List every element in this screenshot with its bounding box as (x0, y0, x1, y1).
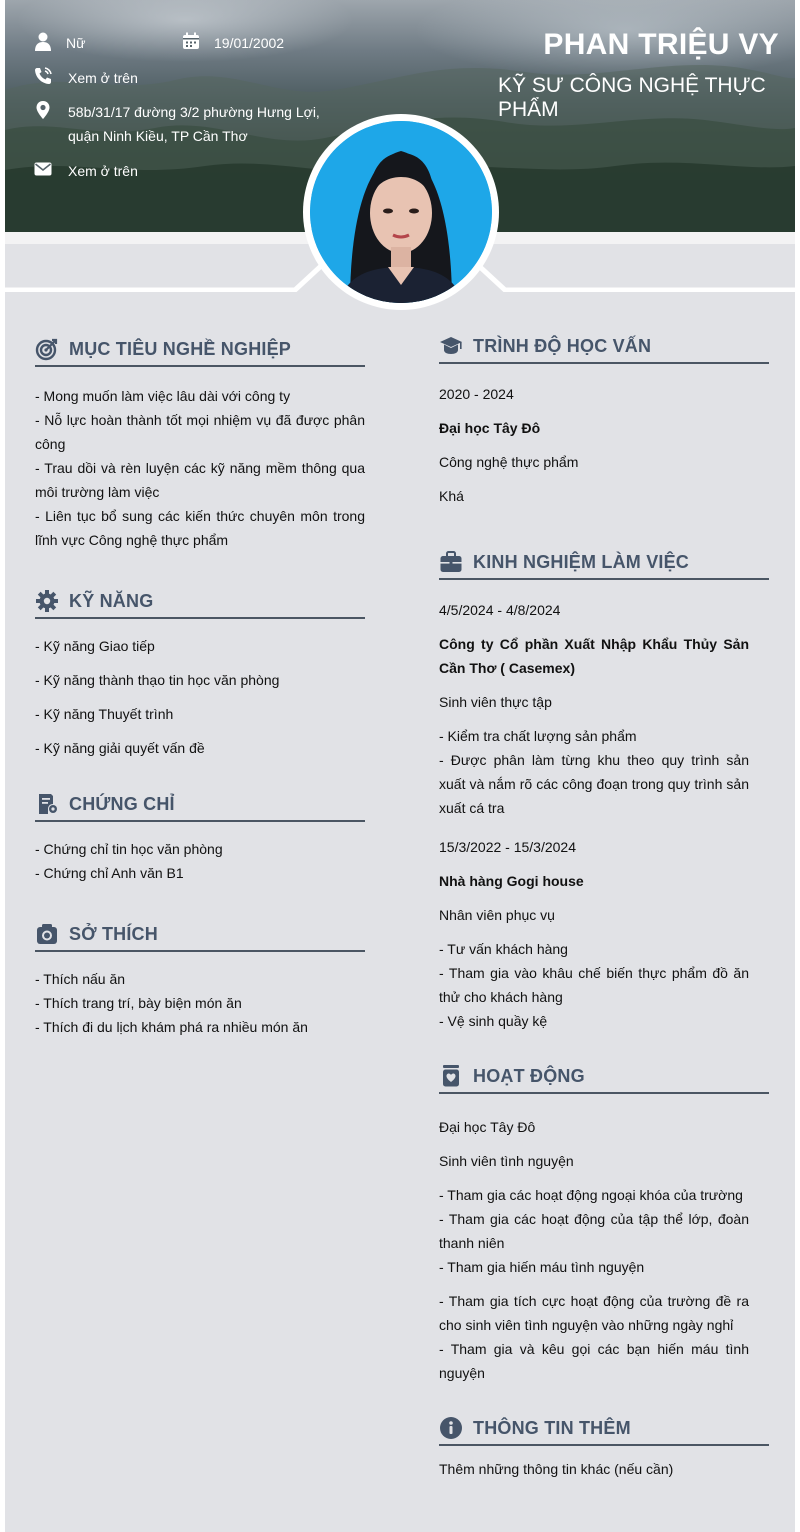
education-title: TRÌNH ĐỘ HỌC VẤN (473, 335, 652, 356)
objective-line-4: - Liên tục bổ sung các kiến thức chuyên môn trong lĩnh vực Công nghệ thực phẩm (35, 508, 365, 548)
extra-text: Thêm những thông tin khác (nếu cần) (439, 1461, 674, 1477)
job-2-period: 15/3/2022 - 15/3/2024 (439, 839, 577, 855)
activities-title: HOẠT ĐỘNG (473, 1065, 585, 1086)
skill-item-2: - Kỹ năng thành thạo tin học văn phòng (35, 672, 280, 688)
certificate-icon (35, 792, 59, 816)
section-certificates (35, 788, 365, 822)
hobbies-title: SỞ THÍCH (69, 923, 158, 944)
education-major: Công nghệ thực phẩm (439, 454, 579, 470)
job-1-role: Sinh viên thực tập (439, 694, 552, 710)
phone-text: Xem ở trên (68, 70, 138, 86)
skill-item-1: - Kỹ năng Giao tiếp (35, 638, 155, 654)
activities-role: Sinh viên tình nguyện (439, 1153, 574, 1169)
phone-icon (33, 66, 53, 86)
activity-1: - Tham gia các hoạt động ngoại khóa của trường (439, 1187, 743, 1203)
education-school: Đại học Tây Đô (439, 420, 541, 436)
job-2-task-2: - Tham gia vào khâu chế biến thực phẩm đồ ăn thử cho khách hàng (439, 965, 749, 1005)
gender-row (33, 31, 85, 55)
objective-line-3: - Trau dồi và rèn luyện các kỹ năng mềm thông qua môi trường làm việc (35, 460, 365, 500)
skills-title: KỸ NĂNG (69, 590, 154, 611)
address-line-2: quận Ninh Kiều, TP Cần Thơ (68, 128, 248, 144)
education-period: 2020 - 2024 (439, 386, 514, 402)
graduation-cap-icon (439, 334, 463, 358)
user-icon (33, 31, 53, 51)
job-2-task-3: - Vệ sinh quầy kệ (439, 1013, 548, 1029)
info-icon (439, 1416, 463, 1440)
section-skills (35, 585, 365, 619)
activity-4: - Tham gia tích cực hoạt động của trường đề ra cho sinh viên tình nguyện vào những ngày nghỉ (439, 1293, 749, 1333)
target-icon (35, 337, 59, 361)
certificates-title: CHỨNG CHỈ (69, 793, 175, 814)
section-education (439, 330, 769, 364)
hobby-item-2: - Thích trang trí, bày biện món ăn (35, 995, 242, 1011)
activities-org: Đại học Tây Đô (439, 1119, 536, 1135)
birthdate-row (181, 31, 284, 55)
objective-title: MỤC TIÊU NGHỀ NGHIỆP (69, 338, 292, 359)
full-name: PHAN TRIỆU VY (543, 28, 779, 61)
objective-line-2: - Nỗ lực hoàn thành tốt mọi nhiệm vụ đã được phân công (35, 412, 365, 452)
camera-icon (35, 922, 59, 946)
job-1-task-2: - Được phân làm từng khu theo quy trình sản xuất và nắm rõ các công đoạn trong quy trình sản xuất cá tra (439, 752, 749, 816)
skill-item-4: - Kỹ năng giải quyết vấn đề (35, 740, 205, 756)
job-1-task-1: - Kiểm tra chất lượng sản phẩm (439, 728, 637, 744)
extra-title: THÔNG TIN THÊM (473, 1417, 631, 1438)
hobby-item-1: - Thích nấu ăn (35, 971, 126, 987)
section-activities (439, 1060, 769, 1094)
phone-row (33, 66, 138, 90)
resume-page (5, 0, 795, 1532)
birthdate-text: 19/01/2002 (214, 35, 285, 51)
profile-photo (303, 114, 499, 310)
address-line-1: 58b/31/17 đường 3/2 phường Hưng Lợi, (68, 104, 320, 120)
section-experience (439, 546, 769, 580)
activity-2: - Tham gia các hoạt động của tập thể lớp, đoàn thanh niên (439, 1211, 749, 1251)
job-1-period: 4/5/2024 - 4/8/2024 (439, 602, 561, 618)
objective-line-1: - Mong muốn làm việc lâu dài với công ty (35, 388, 291, 404)
address-row (33, 100, 320, 148)
briefcase-icon (439, 550, 463, 574)
certificate-item-1: - Chứng chỉ tin học văn phòng (35, 841, 223, 857)
email-row (33, 159, 138, 183)
envelope-icon (33, 159, 53, 179)
hobby-item-3: - Thích đi du lịch khám phá ra nhiều món ăn (35, 1019, 308, 1035)
section-extra (439, 1412, 769, 1446)
job-2-task-1: - Tư vấn khách hàng (439, 941, 568, 957)
skill-item-3: - Kỹ năng Thuyết trình (35, 706, 174, 722)
portrait (310, 121, 492, 303)
job-2-company: Nhà hàng Gogi house (439, 873, 584, 889)
section-hobbies (35, 918, 365, 952)
section-objective (35, 333, 365, 367)
location-pin-icon (33, 114, 53, 134)
experience-title: KINH NGHIỆM LÀM VIỆC (473, 551, 690, 572)
education-grade: Khá (439, 488, 464, 504)
activity-3: - Tham gia hiến máu tình nguyện (439, 1259, 645, 1275)
gear-icon (35, 589, 59, 613)
gender-text: Nữ (66, 35, 86, 51)
job-1-company: Công ty Cổ phần Xuất Nhập Khẩu Thủy Sản Cần Thơ ( Casemex) (439, 636, 749, 676)
certificate-item-2: - Chứng chỉ Anh văn B1 (35, 865, 184, 881)
badge-heart-icon (439, 1064, 463, 1088)
job-title: KỸ SƯ CÔNG NGHỆ THỰC PHẨM (498, 74, 766, 121)
activity-5: - Tham gia và kêu gọi các bạn hiến máu tình nguyện (439, 1341, 749, 1381)
calendar-icon (181, 31, 201, 51)
job-2-role: Nhân viên phục vụ (439, 907, 555, 923)
email-text: Xem ở trên (68, 163, 138, 179)
